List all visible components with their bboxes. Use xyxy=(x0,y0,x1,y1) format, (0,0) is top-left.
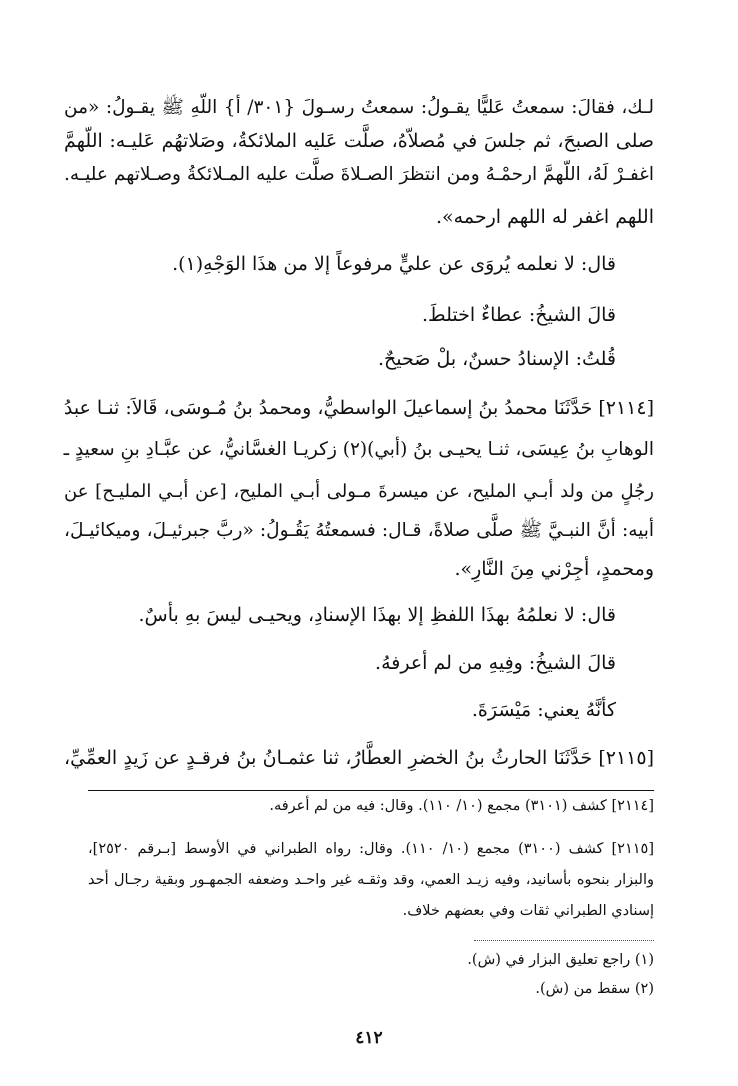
page-number: ٤١٢ xyxy=(355,1028,383,1048)
note-line: إسنادي الطبراني ثقات وفي بعضهم خلاف. xyxy=(402,903,654,919)
text-line: لـك، فقالَ: سمعتُ عَليًّا يقـولُ: سمعتُ رسـولَ {٣٠١/ أ} اللّهِ ﷺ يقـولُ: «من xyxy=(64,97,654,118)
note-2114: [٢١١٤] كشف (٣١٠١) مجمع (١٠/ ١١٠). وقال: فيه من لم أعرفه. xyxy=(269,798,654,814)
footnote-2: (٢) سقط من (ش). xyxy=(535,981,654,997)
note-line: والبزار بنحوه بأسانيد، وفيه زيـد العمي، وقد وثقـه غير واحـد وضعفه الجمهـور وبقية رجـال أحد xyxy=(88,872,654,888)
hadith-2115-line: [٢١١٥] حَدَّثَنَا الحارثُ بنُ الخضرِ العطَّارُ، ثنا عثمـانُ بنُ فرقـدٍ عن زَيدٍ العمِّيِّ، xyxy=(64,747,654,769)
text-line: قالَ الشيخُ: وفِيهِ من لم أعرفهُ. xyxy=(375,652,616,674)
note-2115: [٢١١٥] كشف (٣١٠٠) مجمع (١٠/ ١١٠). وقال: رواه الطبراني في الأوسط [بـرقم ٢٥٢٠]، xyxy=(88,841,654,857)
text-line: قال: لا نعلمُهُ بهذَا اللفظِ إلا بهذَا الإسنادِ، ويحيـى ليسَ بهِ بأسٌ. xyxy=(138,604,616,626)
text-line: قالَ الشيخُ: عطاءٌ اختلطَ. xyxy=(422,304,616,326)
text-line: اللهم اغفر له اللهم ارحمه». xyxy=(436,206,654,228)
footnote-divider xyxy=(474,940,654,941)
text-line: ومحمدٍ، أجِرْني مِنَ النَّارِ». xyxy=(454,558,654,580)
hadith-2114-line: [٢١١٤] حَدَّثَنَا محمدُ بنُ إسماعيلَ الواسطيُّ، ومحمدُ بنُ مُـوسَى، قَالاَ: ثنـا عبدُ xyxy=(63,397,654,419)
footnote-1: (١) راجع تعليق البزار في (ش). xyxy=(467,952,654,968)
notes-divider xyxy=(88,790,654,791)
text-line: قال: لا نعلمه يُروَى عن عليٍّ مرفوعاً إلا من هذَا الوَجْهِ(١). xyxy=(172,253,616,275)
text-line: صلى الصبحَ، ثم جلسَ في مُصلاّهُ، صلَّت عَليه الملائكةُ، وصَلاتهُم عَليـه: اللّهمَّ xyxy=(64,130,654,152)
text-line: قُلتُ: الإسنادُ حسنٌ، بلْ صَحيحٌ. xyxy=(377,348,616,370)
text-line: رجُلٍ من ولد أبـي المليح، عن ميسرةَ مـولى أبـي المليح، [عن أبـي المليـح] عن xyxy=(64,481,654,502)
text-line: أبيه: أنَّ النبـيَّ ﷺ صلَّى صلاةً، قـال: فسمعتُهُ يَقُـولُ: «ربَّ جبرئيـلَ، وميكائيـلَ، xyxy=(64,520,654,541)
text-line: كأنَّهُ يعني: مَيْسَرَةَ. xyxy=(471,699,616,721)
text-line: اغفـرْ لَهُ، اللّهمَّ ارحمْـهُ ومن انتظرَ الصـلاةَ صلَّت عليه المـلائكةُ وصـلاتهم عليـه. xyxy=(64,164,654,185)
text-line: الوهابِ بنُ عِيسَى، ثنـا يحيـى بنُ (أبي)(٢) زكريـا الغسَّانيُّ، عن عبَّـادِ بنِ سعيدٍ ـ xyxy=(63,439,654,460)
